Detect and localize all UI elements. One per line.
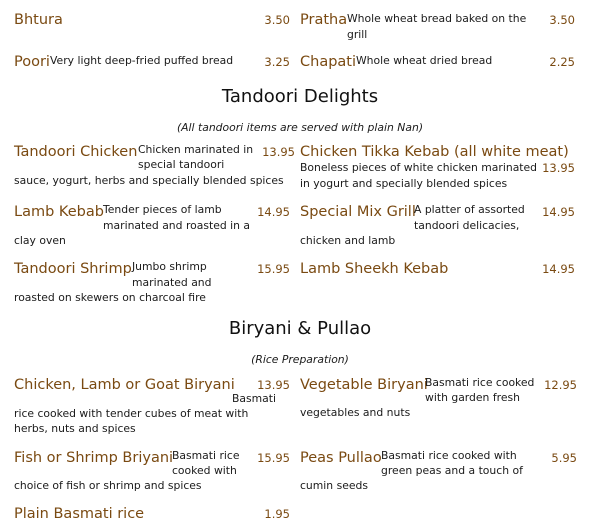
item-description: herbs, nuts and spices xyxy=(14,422,136,435)
item-price: 12.95 xyxy=(544,378,577,392)
section-title: Biryani & Pullao xyxy=(228,318,372,339)
item-price: 5.95 xyxy=(551,451,577,465)
item-name: Chicken, Lamb or Goat Biryani xyxy=(14,377,235,393)
item-description: in yogurt and specially blended spices xyxy=(300,177,508,190)
item-description: Tender pieces of lamb xyxy=(103,203,222,216)
item-name: Lamb Sheekh Kebab xyxy=(300,261,449,277)
item-description: Very light deep-fried puffed bread xyxy=(50,54,234,67)
item-price: 3.50 xyxy=(264,13,290,27)
section-title: Tandoori Delights xyxy=(221,86,379,107)
item-price: 13.95 xyxy=(257,378,290,392)
item-description: rice cooked with tender cubes of meat with xyxy=(14,407,249,420)
item-description: Chicken marinated in xyxy=(138,143,254,156)
item-description: Whole wheat dried bread xyxy=(356,54,493,67)
item-name: Special Mix Grill xyxy=(300,204,416,220)
item-price: 15.95 xyxy=(257,262,290,276)
item-description: cooked with xyxy=(172,464,237,477)
item-price: 3.25 xyxy=(264,55,290,69)
item-price: 14.95 xyxy=(257,205,290,219)
item-price: 14.95 xyxy=(542,262,575,276)
item-name: Peas Pullao xyxy=(300,450,382,466)
item-price: 15.95 xyxy=(257,451,290,465)
item-description: Jumbo shrimp xyxy=(132,260,207,273)
item-name: Vegetable Biryani xyxy=(300,377,428,393)
item-description: Basmati xyxy=(232,392,277,405)
item-description: roasted on skewers on charcoal fire xyxy=(14,291,206,304)
item-description: marinated and roasted in a xyxy=(103,219,251,232)
item-description: Whole wheat bread baked on the xyxy=(347,12,527,25)
item-description: tandoori delicacies, xyxy=(414,219,520,232)
item-description: Basmati rice cooked xyxy=(425,376,535,389)
item-name: Tandoori Chicken xyxy=(14,144,138,160)
item-price: 1.95 xyxy=(264,507,290,521)
item-name: Bhtura xyxy=(14,12,63,28)
item-description: special tandoori xyxy=(138,158,225,171)
item-description: vegetables and nuts xyxy=(300,406,411,419)
item-name: Fish or Shrimp Briyani xyxy=(14,450,174,466)
section-note: (Rice Preparation) xyxy=(251,353,349,366)
item-name: Chicken Tikka Kebab (all white meat) xyxy=(300,144,569,160)
item-price: 13.95 xyxy=(542,161,575,175)
item-name: Chapati xyxy=(300,54,357,70)
item-description: with garden fresh xyxy=(425,391,520,404)
item-description: clay oven xyxy=(14,234,66,247)
item-name: Pratha xyxy=(300,12,348,28)
item-price: 13.95 xyxy=(262,145,295,159)
item-description: choice of fish or shrimp and spices xyxy=(14,479,202,492)
item-description: marinated and xyxy=(132,276,212,289)
item-description: sauce, yogurt, herbs and specially blended spices xyxy=(14,174,284,187)
item-price: 3.50 xyxy=(549,13,575,27)
item-description: chicken and lamb xyxy=(300,234,396,247)
item-description: green peas and a touch of xyxy=(381,464,523,477)
item-description: grill xyxy=(347,28,368,41)
section-note: (All tandoori items are served with plain Nan) xyxy=(176,121,424,134)
item-price: 2.25 xyxy=(549,55,575,69)
item-description: Boneless pieces of white chicken marinated xyxy=(300,161,538,174)
item-name: Poori xyxy=(14,54,50,70)
item-description: Basmati rice cooked with xyxy=(381,449,517,462)
item-price: 14.95 xyxy=(542,205,575,219)
item-description: Basmati rice xyxy=(172,449,240,462)
item-description: A platter of assorted xyxy=(414,203,525,216)
item-name: Tandoori Shrimp xyxy=(14,261,132,277)
item-name: Plain Basmati rice xyxy=(14,506,145,522)
item-name: Lamb Kebab xyxy=(14,204,104,220)
item-description: cumin seeds xyxy=(300,479,368,492)
